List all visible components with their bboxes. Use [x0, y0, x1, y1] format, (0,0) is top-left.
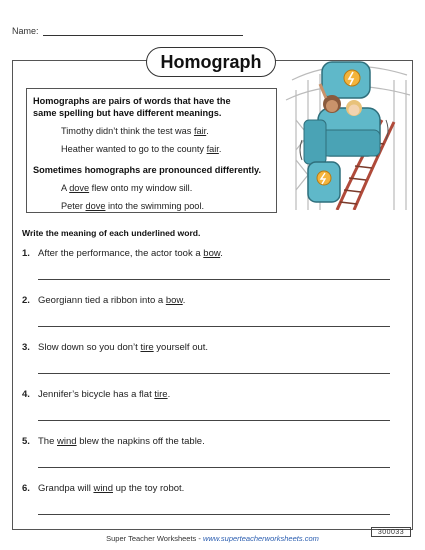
- answer-line-3[interactable]: [38, 373, 390, 374]
- underlined-word: wind: [93, 483, 113, 494]
- name-line[interactable]: [43, 27, 243, 36]
- name-field-row: [12, 26, 243, 36]
- example-1: Timothy didn’t think the test was fair.: [61, 126, 209, 136]
- underlined-word: tire: [154, 389, 168, 400]
- question-2: 2. Georgiann tied a ribbon into a bow.: [22, 295, 186, 306]
- answer-line-6[interactable]: [38, 514, 390, 515]
- answer-line-5[interactable]: [38, 467, 390, 468]
- question-5: 5. The wind blew the napkins off the table.: [22, 436, 205, 447]
- definition-line-2: same spelling but have different meanings.: [33, 108, 222, 118]
- underlined-word: bow: [165, 295, 183, 306]
- example-3: A dove flew onto my window sill.: [61, 183, 193, 193]
- underlined-word: wind: [57, 436, 77, 447]
- answer-line-1[interactable]: [38, 279, 390, 280]
- definition-box: [26, 88, 277, 213]
- ferris-wheel-illustration: [282, 60, 413, 210]
- definition-line-3: Sometimes homographs are pronounced differently.: [33, 165, 262, 175]
- example-2: Heather wanted to go to the county fair.: [61, 144, 222, 154]
- underlined-word: dove: [69, 183, 90, 193]
- underlined-word: fair: [193, 126, 207, 136]
- instruction-text: Write the meaning of each underlined word.: [22, 228, 201, 238]
- footer-site-link[interactable]: www.superteacherworksheets.com: [202, 534, 319, 543]
- question-3: 3. Slow down so you don’t tire yourself out.: [22, 342, 209, 353]
- question-1: 1. After the performance, the actor took a bow.: [22, 248, 223, 259]
- footer: [0, 534, 425, 543]
- answer-line-4[interactable]: [38, 420, 390, 421]
- underlined-word: tire: [140, 342, 154, 353]
- definition-line-1: Homographs are pairs of words that have the: [33, 96, 231, 106]
- worksheet-title: Homograph: [146, 47, 276, 77]
- underlined-word: bow: [203, 248, 221, 259]
- footer-prefix: Super Teacher Worksheets -: [106, 534, 203, 543]
- underlined-word: dove: [85, 201, 106, 211]
- underlined-word: fair: [206, 144, 219, 154]
- name-label: Name:: [12, 26, 39, 36]
- answer-line-2[interactable]: [38, 326, 390, 327]
- question-6: 6. Grandpa will wind up the toy robot.: [22, 483, 185, 494]
- worksheet-code: 300033: [371, 527, 411, 537]
- question-4: 4. Jennifer’s bicycle has a flat tire.: [22, 389, 171, 400]
- example-4: Peter dove into the swimming pool.: [61, 201, 205, 211]
